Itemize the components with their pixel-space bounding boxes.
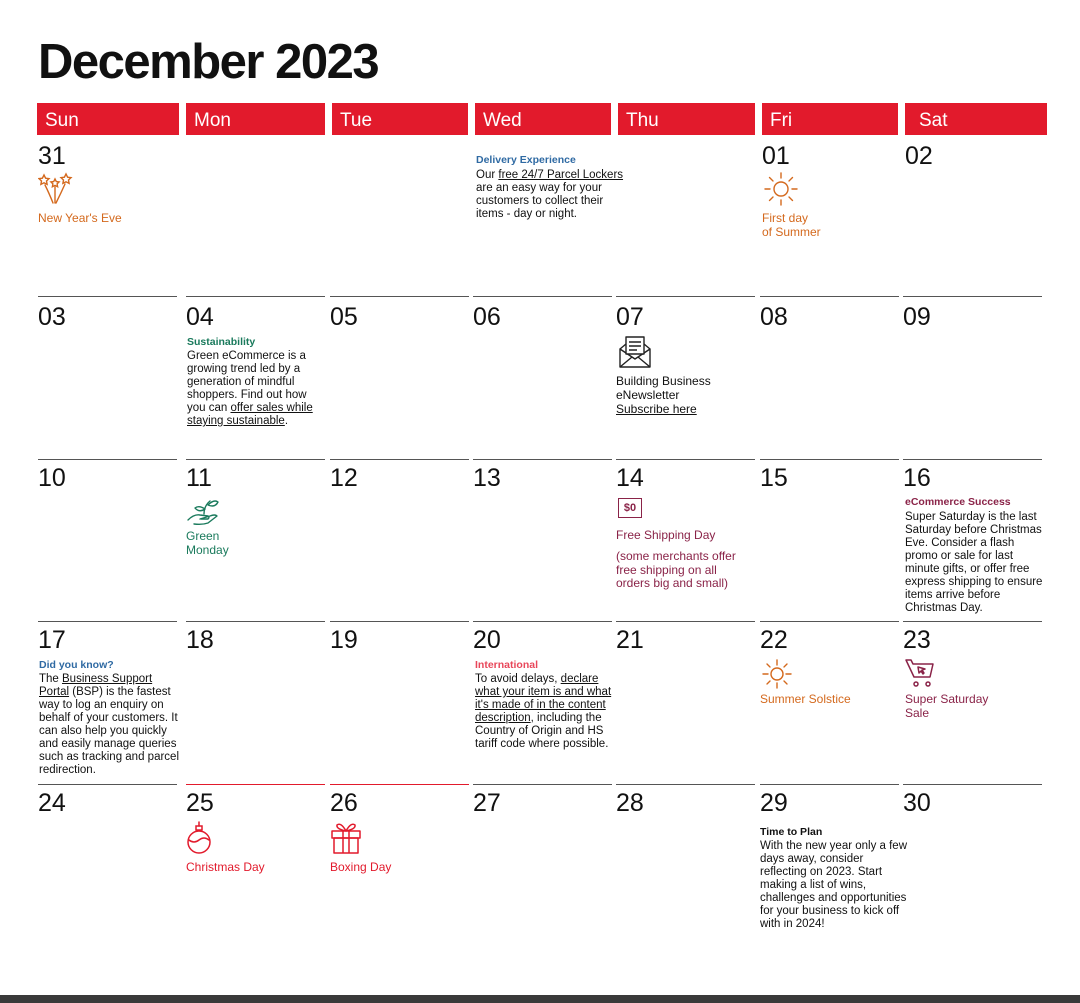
business-support-portal-link[interactable]: Business Support Portal xyxy=(39,673,153,698)
day-header-tue: Tue xyxy=(332,103,468,135)
date-number: 01 xyxy=(762,142,790,170)
gift-box-icon xyxy=(330,821,362,855)
day-cell-31 xyxy=(38,138,177,293)
event-label: New Year's Eve xyxy=(38,211,122,225)
event-label: Christmas Day xyxy=(186,860,265,874)
event-label: Boxing Day xyxy=(330,860,392,874)
day-cell-05 xyxy=(330,296,469,452)
date-number: 03 xyxy=(38,303,66,331)
day-cell-13 xyxy=(473,459,612,615)
date-number: 27 xyxy=(473,789,501,817)
day-cell-23 xyxy=(903,621,1042,777)
day-cell-12 xyxy=(330,459,469,615)
day-cell-wed-blank xyxy=(475,138,624,293)
event-text: Green eCommerce is a growing trend led by a generation of mindful shoppers. Find out how you can xyxy=(187,350,307,414)
day-cell-24 xyxy=(38,784,177,940)
day-cell-10 xyxy=(38,459,177,615)
date-number: 09 xyxy=(903,303,931,331)
date-number: 15 xyxy=(760,464,788,492)
plant-hand-icon xyxy=(186,496,220,526)
day-cell-22 xyxy=(760,621,899,777)
day-cell-18 xyxy=(186,621,325,777)
date-number: 26 xyxy=(330,789,358,817)
day-header-thu: Thu xyxy=(618,103,755,135)
day-cell-30 xyxy=(903,784,1042,940)
date-number: 04 xyxy=(186,303,214,331)
date-number: 31 xyxy=(38,142,66,170)
day-cell-29 xyxy=(760,784,908,940)
bottom-bar xyxy=(0,995,1080,1003)
day-cell-19 xyxy=(330,621,469,777)
day-header-sat: Sat xyxy=(905,103,1047,135)
date-number: 14 xyxy=(616,464,644,492)
page-title: December 2023 xyxy=(38,35,379,89)
day-cell-17 xyxy=(38,621,177,777)
date-number: 20 xyxy=(473,626,501,654)
date-number: 10 xyxy=(38,464,66,492)
day-cell-15 xyxy=(760,459,899,615)
fireworks-icon xyxy=(38,171,74,207)
date-number: 19 xyxy=(330,626,358,654)
date-number: 30 xyxy=(903,789,931,817)
day-cell-25 xyxy=(186,784,325,940)
declare-item-link[interactable]: declare what your item is and what it's made of in the content description xyxy=(475,673,612,724)
date-number: 28 xyxy=(616,789,644,817)
event-heading: Sustainability xyxy=(187,336,256,348)
date-number: 12 xyxy=(330,464,358,492)
date-number: 11 xyxy=(186,464,212,492)
day-cell-21 xyxy=(616,621,755,777)
event-label: Super Saturday xyxy=(905,692,989,706)
date-number: 18 xyxy=(186,626,214,654)
day-cell-02 xyxy=(905,138,1044,293)
event-label: eNewsletter xyxy=(616,388,680,402)
event-label: Monday xyxy=(186,543,229,557)
day-cell-14 xyxy=(616,459,755,615)
event-label: Sale xyxy=(905,706,930,720)
event-heading: International xyxy=(475,659,539,671)
christmas-bauble-icon xyxy=(186,821,212,857)
day-cell-20 xyxy=(473,621,612,777)
date-number: 17 xyxy=(38,626,66,654)
day-cell-27 xyxy=(473,784,612,940)
event-heading: Time to Plan xyxy=(760,826,823,838)
day-header-sun: Sun xyxy=(37,103,179,135)
event-text: (BSP) is the fastest way to log an enquiry on behalf of your customers. It can also help you quickly and easily manage queries such as tracking and parcel redirection. xyxy=(39,686,179,776)
day-header-mon: Mon xyxy=(186,103,325,135)
event-text: To avoid delays, xyxy=(475,673,561,685)
date-number: 29 xyxy=(760,789,788,817)
day-cell-11 xyxy=(186,459,325,615)
event-label: Free Shipping Day xyxy=(616,528,716,542)
day-header-fri: Fri xyxy=(762,103,898,135)
event-text: are an easy way for your customers to collect their items - day or night. xyxy=(476,182,604,220)
date-number: 13 xyxy=(473,464,501,492)
date-number: 07 xyxy=(616,303,644,331)
day-cell-16 xyxy=(903,459,1042,615)
day-cell-28 xyxy=(616,784,755,940)
sun-icon xyxy=(762,171,800,207)
day-cell-26 xyxy=(330,784,469,940)
day-cell-01 xyxy=(762,138,901,293)
date-number: 21 xyxy=(616,626,644,654)
date-number: 02 xyxy=(905,142,933,170)
event-label: First day xyxy=(762,211,809,225)
date-number: 06 xyxy=(473,303,501,331)
day-cell-03 xyxy=(38,296,177,452)
day-cell-04 xyxy=(186,296,325,452)
event-text: . xyxy=(284,415,289,427)
date-number: 16 xyxy=(903,464,931,492)
date-number: 25 xyxy=(186,789,214,817)
event-label: Building Business xyxy=(616,374,711,388)
sun-icon xyxy=(760,657,796,691)
event-label: Summer Solstice xyxy=(760,692,851,706)
event-heading: eCommerce Success xyxy=(905,496,1011,508)
event-text: Our xyxy=(476,169,499,181)
event-heading: Delivery Experience xyxy=(476,154,576,166)
event-text: , including the Country of Origin and HS tariff code where possible. xyxy=(475,712,609,750)
shopping-cart-icon xyxy=(904,657,936,689)
date-number: 22 xyxy=(760,626,788,654)
event-label: of Summer xyxy=(762,225,821,239)
date-number: 24 xyxy=(38,789,66,817)
sustainable-sales-link[interactable]: offer sales while staying sustainable xyxy=(187,402,313,427)
parcel-lockers-link[interactable]: free 24/7 Parcel Lockers xyxy=(498,169,624,181)
date-number: 08 xyxy=(760,303,788,331)
newsletter-envelope-icon xyxy=(617,335,653,369)
day-cell-06 xyxy=(473,296,612,452)
free-shipping-dollar-icon: $0 xyxy=(618,498,642,518)
event-heading: Did you know? xyxy=(39,659,114,671)
day-header-wed: Wed xyxy=(475,103,611,135)
subscribe-link[interactable]: Subscribe here xyxy=(616,402,697,416)
date-number: 05 xyxy=(330,303,358,331)
event-text: With the new year only a few days away, consider reflecting on 2023. Start making a list of wins, challenges and opportunities for your business to kick off with in 2024! xyxy=(760,840,908,930)
event-note: (some merchants offer free shipping on all orders big and small) xyxy=(616,549,736,590)
event-text: The xyxy=(39,673,63,685)
day-cell-09 xyxy=(903,296,1042,452)
event-label: Green xyxy=(186,529,220,543)
event-text: Super Saturday is the last Saturday before Christmas Eve. Consider a flash promo or sale for last minute gifts, or offer free express shipping to ensure items arrive before Christmas Day. xyxy=(905,511,1043,614)
date-number: 23 xyxy=(903,626,931,654)
day-cell-08 xyxy=(760,296,899,452)
day-cell-07 xyxy=(616,296,755,452)
